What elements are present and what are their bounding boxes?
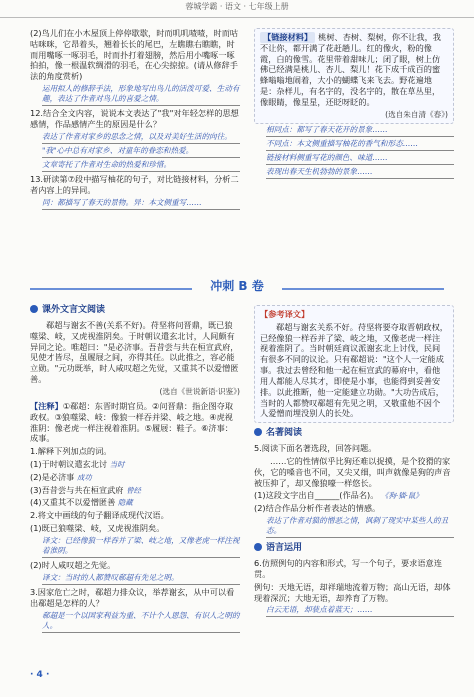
page-header [0,2,474,18]
notes-text: ①郗超：东晋时期官员。②问晋鼎：指企图夺取政权。③狼噬梁、岐：像狼一样吞并梁、岐之地。④虎视淮阴：像老虎一样注视着淮阴。⑤履屐：鞋子。⑥济事：成事。 [30,400,234,444]
answer-line: 译文：当时的人都赞叹郗超有先见之明。 [42,573,240,585]
question-12-sub-2: (2)鸟儿们在小木屋顶上停停歇歇，时而叽叽喳喳，时而咕咕咪咪，它昂着头，翘着长长的尾巴，左瞧瞧右瞧瞧，时而用嘴啄一啄羽毛，时而扑打着翅膀，然后用小嘴啄一啄拍拍，像一根温软绸滑的羽毛，在心尖掠掠。(请从修辞手法的角度赏析) [30,28,239,82]
question-3: 3.因家危亡之时，郗超力排众议，举荐谢玄，从中可以看出郗超是怎样的人？ [30,586,235,608]
banner-title: 冲刺 B 卷 [210,279,264,293]
reference-translation-box [254,305,454,423]
answer-line: 表达了作者对家乡的思念之情，以及对美好生活的向往。 [42,132,240,144]
answer-line: 文章寄托了作者对生命的热爱和珍惜。 [42,160,240,172]
question-5-2: (2)结合作品分析作者表达的情感。 [254,503,381,514]
question-5-excerpt: ……它的性情似乎比狗还难以捉摸，是个狡猾的家伙，它的嗓音也不同，又尖又细，叫声就像是狗的声音被压抑了，却又像狼嚎一样悠长。 [254,455,451,488]
answer-line: 表达了作者对猫的憎恶之情，讽刺了现实中某些人的丑态。 [266,516,454,538]
section-banner [0,279,474,299]
question-6: 6.仿照例句的内容和形式，写一个句子，要求语意连贯。 [254,558,442,579]
question-1: 1.解释下列加点的词。 [30,446,112,457]
banner-rule-right [282,288,444,290]
page-number: · 4 · [30,670,50,680]
bullet-icon [254,543,262,551]
answer-line: 不同点：本文侧重描写柚花的香气和形态…… [266,139,454,151]
notes-title: 【注释】 [30,400,63,411]
answer-line: 运用拟人的修辞手法，形象地写出鸟儿的活泼可爱、生动有趣，表达了作者对鸟儿的喜爱之情。 [42,84,240,106]
question-2: 2.将文中画线的句子翻译成现代汉语。 [30,510,169,521]
question-1-2 [30,472,240,483]
section-title-text: 课外文言文阅读 [42,305,106,315]
answer-text: 成功 [76,472,92,482]
question-1-3 [30,485,240,496]
question-text: (1)于时朝议遣玄北讨 [30,459,108,469]
question-5: 5.阅读下面名著选段，回答问题。 [254,443,377,454]
section-title-classics [254,428,454,440]
left-top-column [30,28,240,212]
section-title-language [254,543,454,555]
bullet-icon [254,428,262,436]
question-1-4 [30,497,240,508]
answer-text: 当时 [109,460,125,469]
question-5-1 [254,490,454,501]
header-title: 蓉城学霸 · 语文 · 七年级上册 [185,2,289,11]
question-text: (2)是必济事 [30,471,75,482]
question-2-2: (2)时人咸叹超之先觉。 [30,560,116,570]
left-bottom-column [30,305,240,635]
link-material-source: (选自朱自清《春》) [385,109,448,119]
question-1-1 [30,459,240,470]
answer-text: 曾经 [126,485,141,495]
answer-line: 白云无语，却装点着蓝天；…… [266,605,454,617]
section-title-text: 名著阅读 [266,428,303,439]
answer-line: "我"心中总有对家乡、对童年的眷恋和热爱。 [42,146,240,158]
bullet-icon [30,305,38,313]
question-text: (4)又重其不以爱憎匿善 [30,497,116,508]
answer-text: 隐藏 [117,498,133,508]
right-bottom-column [254,305,454,619]
question-text: (1)这段文字出自______(作品名)。 [254,490,379,501]
classical-passage: 郗超与谢玄不善(关系不好)。苻坚将问晋鼎，既已狼噬梁、岐，又虎视淮阴矣。于时朝议遣玄北讨，人间颇有异同之论。唯超曰："是必济事。吾昔尝与共在桓宣武府，见使才皆尽，虽履屐之间，亦得其任。以此推之，容必能立勋。"元功既举，时人咸叹超之先觉，又重其不以爱憎匿善。 [30,319,239,385]
answer-line: 相同点：都写了春天花开的景象…… [266,125,454,137]
banner-rule-left [30,288,192,290]
link-material-box [254,28,454,124]
reference-translation-title: 【参考译文】 [260,309,310,319]
answer-line: 译文：已经像狼一样吞并了梁、岐之地，又像老虎一样注视着淮阴。 [42,536,240,558]
passage-source: (选自《世说新语·识鉴》) [159,386,240,396]
right-top-column [254,28,454,181]
section-title-text: 语言运用 [266,543,303,554]
question-text: (3)吾昔尝与共在桓宣武府 [30,484,124,495]
answer-line: 郗超是一个以国家利益为重、不计个人恩怨、有识人之明的人。 [42,611,240,633]
question-6-example: 例句：天地无语，却祥瑞地流着万物；高山无语，却体现着深沉；大地无语，却养育了万物。 [254,581,451,603]
question-12: 12.结合全文内容，说说本文表达了"我"对年轻怎样的思想感情，作品感情产生的原因是什么？ [30,108,239,129]
section-title-classical [30,305,240,317]
question-2-1: (1)既已狼噬梁、岐，又虎视淮阴矣。 [30,523,165,534]
answer-text: 《狗·猫·鼠》 [381,491,423,501]
link-material-tag: 【链接材料】 [260,32,315,43]
answer-line: 链接材料侧重写花的颜色、味道…… [266,153,454,165]
notes [30,401,240,444]
reference-translation-text: 郗超与谢玄关系不好。苻坚将要夺取晋朝政权，已经像狼一样吞并了梁、岐之地，又像老虎一样注视着淮阴了。当时朝廷商议派谢玄北上讨伐，民间有很多不同的议论。只有郗超说："这个人一定能成事。我过去曾经和他一起在桓宣武的幕府中，看他用人都能人尽其才，即使是小事，也能得到妥善安排。以此推断，他一定能建立功勋。"大功告成后，当时的人都赞叹郗超有先见之明，又敬重他不因个人爱憎而埋没别人的长处。 [260,321,448,419]
question-13: 13.研读第⑦段中描写柚花的句子，对比链接材料，分析二者内容上的异同。 [30,173,239,195]
answer-line: 同：都描写了春天的景物。异：本文侧重写…… [42,198,240,210]
link-material-text: 桃树、杏树、梨树，你不让我，我不让你，都开满了花赶趟儿。红的像火，粉的像霞，白的像雪。花里带着甜味儿；闭了眼，树上仿佛已经满是桃儿、杏儿、梨儿！花下成千成百的蜜蜂嗡嗡地闹着，大小的蝴蝶飞来飞去。野花遍地是：杂样儿，有名字的，没名字的，散在草丛里，像眼睛，像星星，还眨呀眨的。 [260,32,441,107]
answer-line: 表现出春天生机勃勃的景象…… [266,167,454,179]
